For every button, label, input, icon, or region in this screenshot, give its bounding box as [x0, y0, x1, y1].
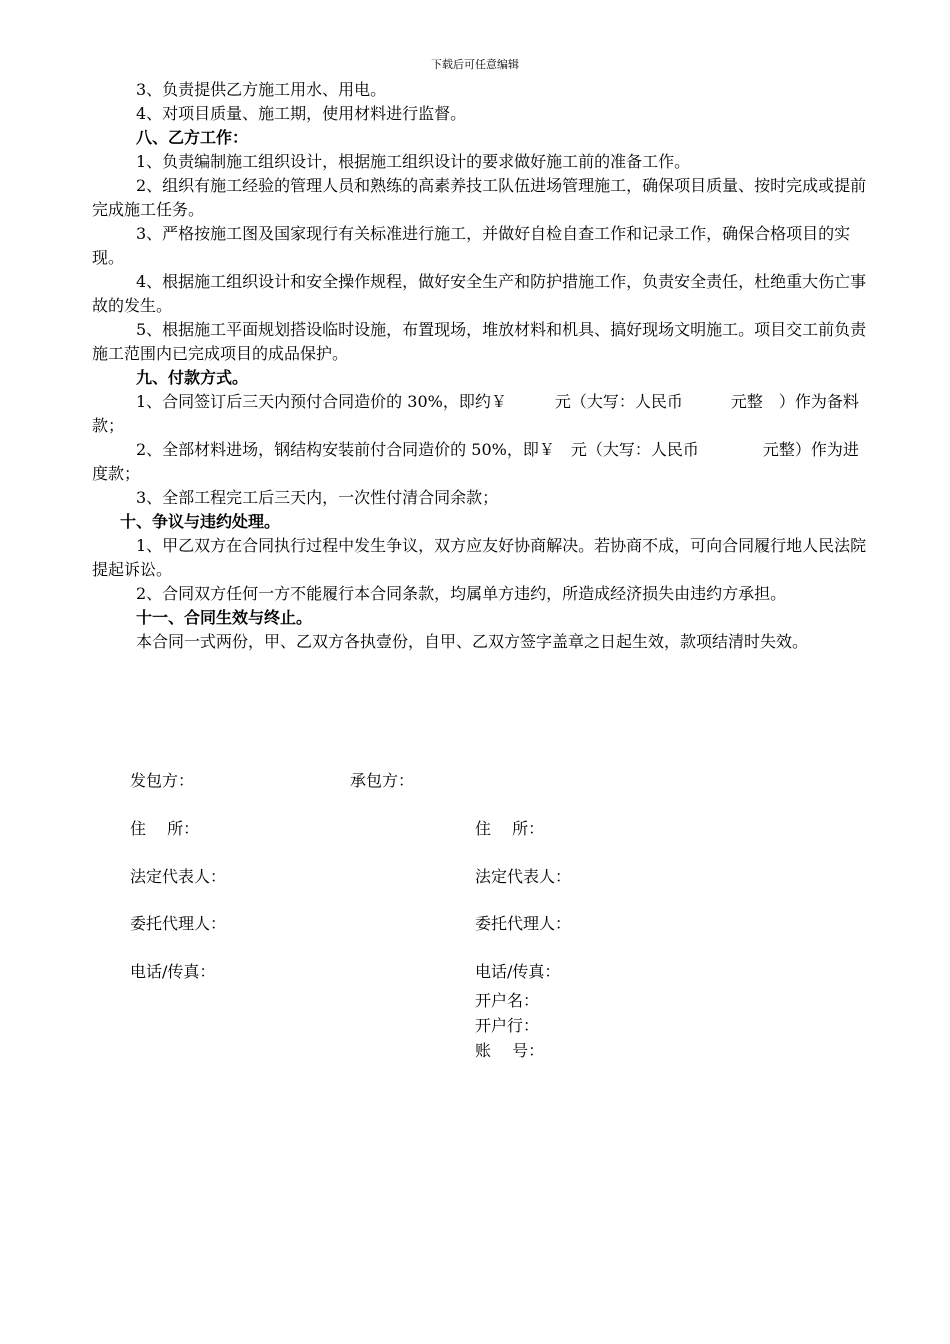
phone-fax-label-right: 电话/传真：: [475, 962, 561, 981]
account-name-label: 开户名：: [475, 991, 540, 1010]
clause-paragraph: 1、合同签订后三天内预付合同造价的 30%，即约￥ 元（大写：人民币 元整 ）作为备料款；: [92, 392, 859, 435]
clause-paragraph: 1、负责编制施工组织设计，根据施工组织设计的要求做好施工前的准备工作。: [136, 152, 691, 171]
clause-paragraph: 3、负责提供乙方施工用水、用电。: [136, 80, 387, 99]
account-number-label: 账 号：: [475, 1041, 545, 1060]
legal-rep-label-right: 法定代表人：: [475, 867, 572, 886]
clause-paragraph: 2、合同双方任何一方不能履行本合同条款，均属单方违约，所造成经济损失由违约方承担。: [136, 584, 787, 603]
contractor-label: 承包方：: [350, 771, 415, 790]
clause-paragraph: 3、全部工程完工后三天内，一次性付清合同余款；: [136, 488, 499, 507]
employer-label: 发包方：: [130, 771, 195, 790]
address-label-left: 住 所：: [130, 819, 200, 838]
clause-paragraph: 3、严格按施工图及国家现行有关标准进行施工，并做好自检自查工作和记录工作，确保合格项目的实现。: [92, 224, 851, 267]
clause-paragraph: 2、组织有施工经验的管理人员和熟练的高素养技工队伍进场管理施工，确保项目质量、按时完成或提前完成施工任务。: [92, 176, 867, 219]
clause-paragraph: 4、对项目质量、施工期，使用材料进行监督。: [136, 104, 467, 123]
legal-rep-label-left: 法定代表人：: [130, 867, 227, 886]
clause-paragraph: 2、全部材料进场，钢结构安装前付合同造价的 50%，即￥ 元（大写：人民币 元整）作为进度款；: [92, 440, 859, 483]
header-note: 下载后可任意编辑: [431, 58, 519, 71]
clause-paragraph: 本合同一式两份，甲、乙双方各执壹份，自甲、乙双方签字盖章之日起生效，款项结清时失效。: [136, 632, 809, 651]
clause-paragraph: 5、根据施工平面规划搭设临时设施，布置现场，堆放材料和机具、搞好现场文明施工。项目交工前负责施工范围内已完成项目的成品保护。: [92, 320, 867, 363]
agent-label-left: 委托代理人：: [130, 914, 227, 933]
address-label-right: 住 所：: [475, 819, 545, 838]
clause-paragraph: 4、根据施工组织设计和安全操作规程，做好安全生产和防护措施工作，负责安全责任，杜绝重大伤亡事故的发生。: [92, 272, 867, 315]
agent-label-right: 委托代理人：: [475, 914, 572, 933]
section-heading-10: 十、争议与违约处理。: [120, 512, 281, 531]
section-heading-8: 八、乙方工作：: [136, 128, 249, 147]
clause-paragraph: 1、甲乙双方在合同执行过程中发生争议，双方应友好协商解决。若协商不成，可向合同履行地人民法院提起诉讼。: [92, 536, 867, 579]
bank-label: 开户行：: [475, 1016, 540, 1035]
phone-fax-label-left: 电话/传真：: [130, 962, 216, 981]
contract-body: [92, 78, 872, 654]
section-heading-11: 十一、合同生效与终止。: [136, 608, 313, 627]
section-heading-9: 九、付款方式。: [136, 368, 249, 387]
